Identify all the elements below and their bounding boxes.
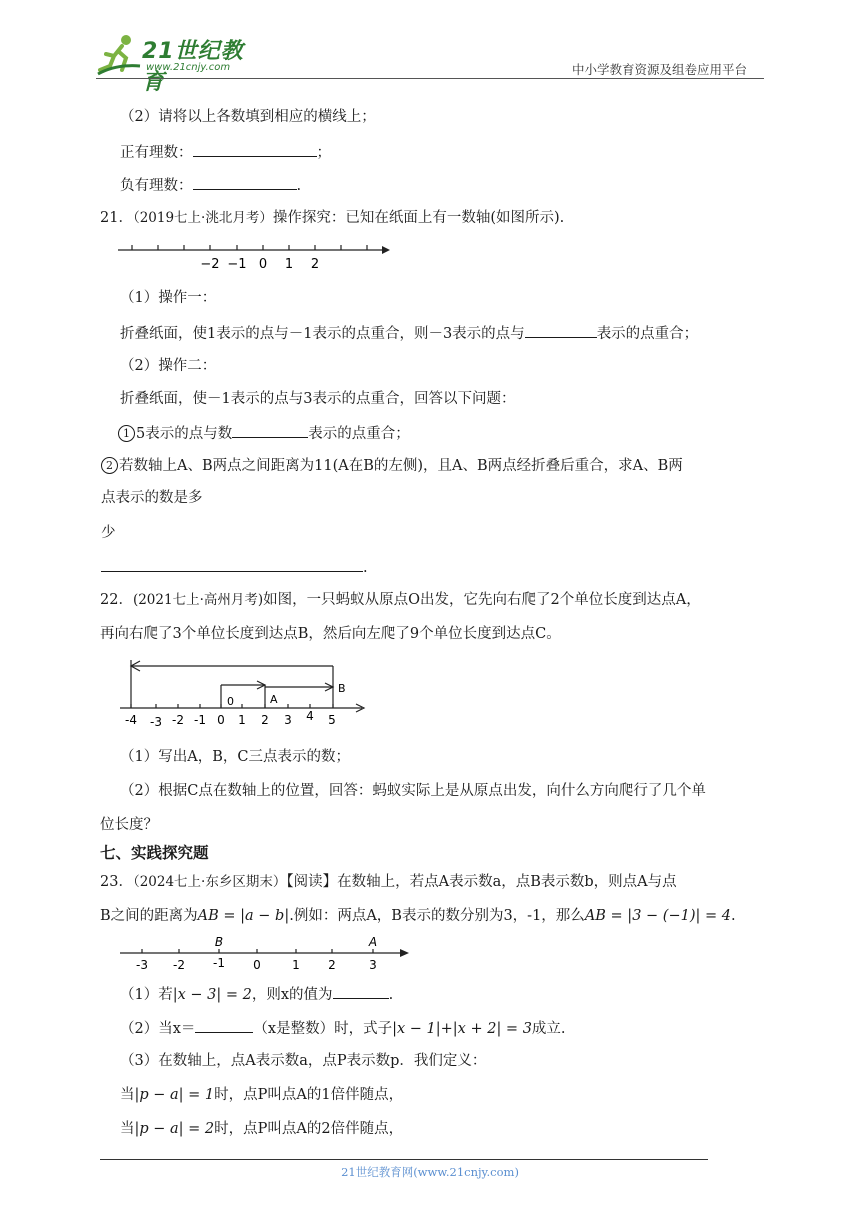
q23-def1-text: 当 [120,1087,135,1103]
q22-axis-label: 4 [306,709,314,723]
q23-stem2 [100,906,736,926]
circled-one-marker: 1 [118,425,135,442]
q23-source: （2024七上·东乡区期末） [132,874,287,890]
footer-text: 21世纪教育网(www.21cnjy.com) [341,1165,519,1179]
logo-runner-icon [96,34,142,76]
q21-sub1 [118,422,410,444]
q23-part2 [120,1017,566,1039]
q23-stem2-text: B之间的距离为 [100,908,198,924]
q22-part2b: 位长度？ [100,817,158,833]
q21-sub1-blank[interactable] [232,422,308,438]
q23-part1-end: . [388,987,394,1003]
q22-stem1-text: 如图，一只蚂蚁从原点O出发，它先向右爬了2个单位长度到达点A， [263,592,701,608]
q20-negative-blank[interactable] [193,174,297,190]
q21-sub2-text: 若数轴上A、B两点之间距离为11(A在B的左侧)，且A、B两点经折叠后重合，求A、B两 [119,458,683,474]
q23-def-line2 [120,1119,403,1139]
q23-number: 23． [100,874,133,890]
q23-formula-distance: AB = |a − b| [197,908,290,924]
section-title: 七、实践探究题 [100,844,209,862]
q21-number-line [112,236,392,272]
q21-op2-title: （2）操作二： [120,358,217,374]
q21-answer-blank[interactable] [101,556,363,572]
q20-positive-blank[interactable] [193,141,317,157]
q20-positive-label: 正有理数： [120,145,193,161]
q23-axis-label: 1 [292,958,300,972]
q22-axis-label: -1 [194,713,206,727]
q22-axis-label: 3 [284,713,292,727]
q23-def1-formula: |p − a| = 1 [134,1087,215,1103]
q23-part2-text-b: （x是整数）时，式子 [253,1021,393,1037]
q22-stem2: 再向右爬了3个单位长度到达点B，然后向左爬了9个单位长度到达点C。 [100,626,561,642]
q23-axis-label: 2 [328,958,336,972]
q21-end-dot: . [363,560,368,576]
q21-stem-text: 操作探究：已知在纸面上有一数轴(如图所示). [272,210,565,226]
q21-stem [100,208,564,228]
q22-number: 22． [100,592,133,608]
q22-source: (2021七上·高州月考) [132,592,264,608]
header-logo [96,32,266,95]
q21-op1-text-end: 表示的点重合； [596,326,699,342]
q23-part2-formula: |x − 1|+|x + 2| = 3 [392,1021,532,1037]
q21-op1-title: （1）操作一： [120,290,217,306]
q20-negative-end: . [296,178,302,194]
q20-negative-label: 负有理数： [120,178,193,194]
q23-formula-example: AB = |3 − (−1)| = 4 [584,908,731,924]
q23-part1-text-b: ，则x的值为 [251,987,333,1003]
q23-part2-blank[interactable] [195,1017,253,1033]
q20-positive-line [120,141,331,163]
q23-stem1 [100,872,677,892]
q23-def1-text-b: 时，点P叫点A的1倍伴随点， [214,1087,404,1103]
q21-op1-blank[interactable] [525,322,597,338]
q22-axis-label: -3 [150,715,162,728]
q22-part1: （1）写出A，B，C三点表示的数； [120,749,350,765]
q22-label-a: A [270,693,278,706]
q21-sub1-text-end: 表示的点重合； [308,426,410,442]
q22-label-b: B [338,682,346,695]
q22-part2a: （2）根据C点在数轴上的位置，回答：蚂蚁实际上是从原点出发，向什么方向爬行了几个单 [120,783,706,799]
q23-def2-text: 当 [120,1121,135,1137]
q23-stem2-end: . [730,908,736,924]
q23-axis-label: 0 [253,958,261,972]
q23-part2-text: （2）当x＝ [120,1021,196,1037]
q23-part1-text: （1）若 [120,987,173,1003]
q23-def-line1 [120,1085,403,1105]
q23-def2-text-b: 时，点P叫点A的2倍伴随点， [214,1121,404,1137]
q23-stem2-text-b: .例如：两点A，B表示的数分别为3，-1，那么 [289,908,585,924]
q21-answer-line [101,556,368,578]
q21-op2-text: 折叠纸面，使－1表示的点与3表示的点重合，回答以下问题： [120,391,516,407]
q21-sub2-cont2: 少 [101,525,116,541]
q22-axis-label: 2 [261,713,269,727]
footer-divider [100,1159,708,1160]
q23-axis-label: -2 [173,958,185,972]
q23-axis-label: -1 [213,956,225,970]
q21-source: （2019七上·洮北月考） [132,210,273,226]
q22-number-line [116,656,372,728]
q23-label-a: A [368,935,378,949]
q21-sub2 [101,456,683,476]
q22-stem1 [100,590,701,610]
header-divider [96,78,764,79]
q21-sub2-cont: 点表示的数是多 [101,490,203,506]
q23-part3: （3）在数轴上，点A表示数a，点P表示数p．我们定义： [120,1053,487,1069]
q21-axis-label: 0 [258,257,268,272]
q21-op1-text: 折叠纸面，使1表示的点与－1表示的点重合，则－3表示的点与 [120,326,525,342]
q23-axis-label: -3 [136,958,148,972]
q21-axis-label: 1 [284,257,294,272]
logo-url-text: www.21cnjy.com [146,62,231,73]
q21-number: 21． [100,210,133,226]
q21-axis-label: −1 [227,257,247,272]
logo-main-text: 21世纪教育 [142,39,244,95]
q22-axis-label: 5 [328,713,336,727]
circled-two-marker: 2 [101,457,118,474]
header-right-text: 中小学教育资源及组卷应用平台 [572,62,748,77]
q23-part1-formula: |x − 3| = 2 [172,987,252,1003]
q23-part1 [120,983,393,1005]
q22-axis-label: -4 [125,713,137,727]
q21-axis-label: 2 [310,257,320,272]
q20-positive-end: ； [316,145,331,161]
q21-op1-line [120,322,698,344]
q23-part1-blank[interactable] [333,983,389,999]
q23-part2-end: 成立. [531,1021,566,1037]
q21-axis-label: −2 [200,257,220,272]
q23-stem1-text: 【阅读】在数轴上，若点A表示数a，点B表示数b，则点A与点 [286,874,677,890]
q22-axis-label: 0 [217,713,225,727]
q23-axis-label: 3 [369,958,377,972]
q23-label-b: B [214,935,224,949]
q23-def2-formula: |p − a| = 2 [134,1121,215,1137]
q20-negative-line [120,174,301,196]
q23-number-line [116,932,412,972]
q20-part2: （2）请将以上各数填到相应的横线上； [120,109,376,125]
q22-axis-label: -2 [172,713,184,727]
q22-label-o: 0 [227,695,234,708]
q22-axis-label: 1 [238,713,246,727]
q21-sub1-text: 5表示的点与数 [136,426,233,442]
